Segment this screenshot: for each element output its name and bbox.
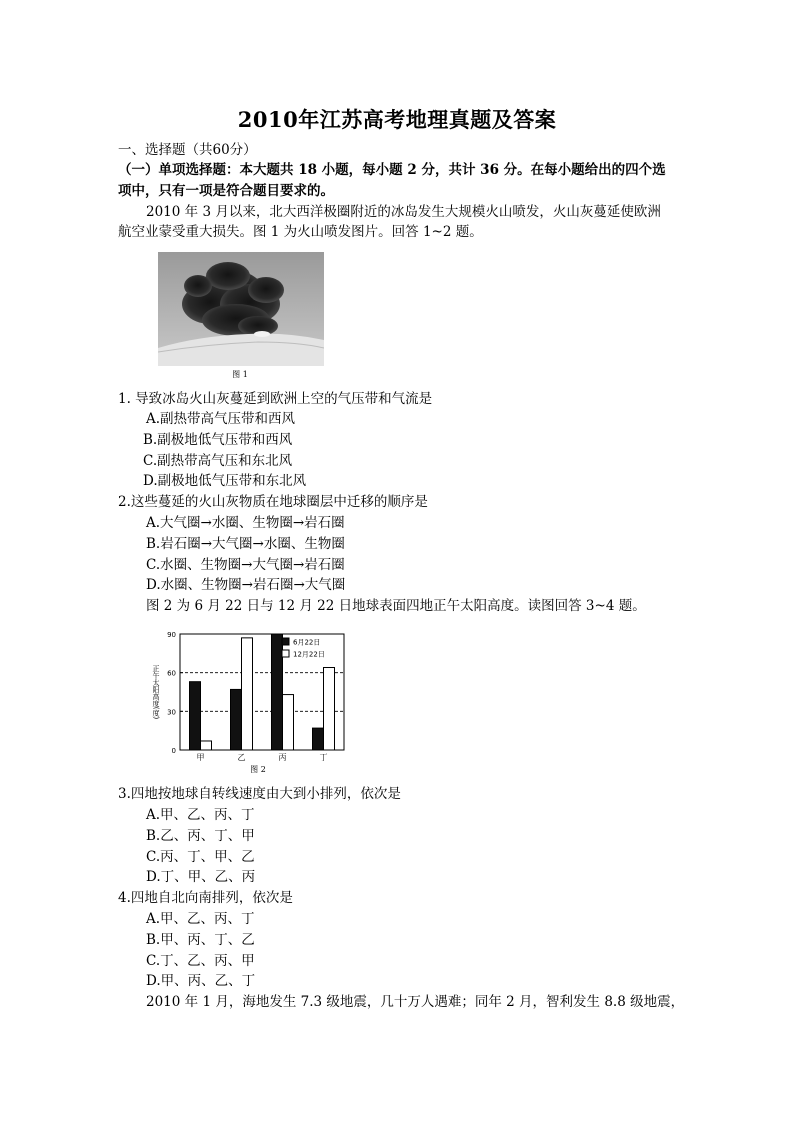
chart-svg — [148, 626, 348, 774]
solar-altitude-chart — [148, 626, 348, 774]
legend-label: 12月22日 — [293, 650, 325, 659]
bar-dec22 — [201, 741, 212, 750]
legend-label: 6月22日 — [293, 638, 321, 647]
x-category-label: 丁 — [319, 753, 328, 762]
page-title: 2010年江苏高考地理真题及答案 — [237, 107, 557, 132]
question-2-stem: 2.这些蔓延的火山灰物质在地球圈层中迁移的顺序是 — [118, 494, 428, 510]
question-4-stem: 4.四地自北向南排列，依次是 — [118, 890, 293, 906]
question-1-stem: 1. 导致冰岛火山灰蔓延到欧洲上空的气压带和气流是 — [118, 391, 433, 407]
section-heading: 一、选择题（共60分） — [118, 142, 257, 158]
bar-jun22 — [231, 689, 242, 750]
question-4-option-c: C.丁、乙、丙、甲 — [146, 953, 255, 969]
bar-jun22 — [190, 682, 201, 750]
y-tick-label: 30 — [167, 708, 176, 717]
question-4-option-a: A.甲、乙、丙、丁 — [146, 911, 255, 927]
legend-swatch — [282, 638, 289, 645]
y-tick-label: 90 — [167, 631, 176, 639]
figure-1-caption: 图 1 — [232, 370, 248, 379]
y-tick-label: 0 — [171, 747, 176, 755]
question-4-option-b: B.甲、丙、丁、乙 — [146, 932, 255, 948]
figure-2-caption: 图 2 — [250, 765, 266, 774]
passage-1-line-2: 航空业蒙受重大损失。图 1 为火山喷发图片。回答 1~2 题。 — [118, 224, 483, 240]
question-3-option-a: A.甲、乙、丙、丁 — [146, 807, 255, 823]
question-3-stem: 3.四地按地球自转线速度由大到小排列，依次是 — [118, 786, 401, 802]
instructions-line-2: 项中，只有一项是符合题目要求的。 — [118, 183, 334, 199]
x-category-label: 乙 — [237, 753, 246, 762]
bar-dec22 — [283, 695, 294, 750]
bar-jun22 — [272, 634, 283, 750]
bar-dec22 — [324, 668, 335, 750]
question-2-option-d: D.水圈、生物圈→岩石圈→大气圈 — [146, 577, 346, 593]
bar-dec22 — [242, 638, 253, 750]
question-2-option-c: C.水圈、生物圈→大气圈→岩石圈 — [146, 557, 345, 573]
passage-2: 图 2 为 6 月 22 日与 12 月 22 日地球表面四地正午太阳高度。读图回答 3~4 题。 — [146, 598, 646, 614]
passage-3: 2010 年 1 月，海地发生 7.3 级地震，几十万人遇难；同年 2 月，智利发生 8.8 级地震， — [146, 994, 685, 1010]
volcano-photo-graphic — [158, 252, 324, 366]
instructions-line-1: （一）单项选择题：本大题共 18 小题，每小题 2 分，共计 36 分。在每小题给出的四个选 — [118, 162, 666, 178]
bar-jun22 — [313, 728, 324, 750]
question-1-option-b: B.副极地低气压带和西风 — [143, 432, 293, 448]
question-1-option-a: A.副热带高气压带和西风 — [146, 411, 296, 427]
question-4-option-d: D.甲、丙、乙、丁 — [146, 973, 256, 989]
question-1-option-c: C.副热带高气压和东北风 — [143, 453, 293, 469]
x-category-label: 丙 — [278, 753, 287, 762]
legend-swatch — [282, 650, 289, 657]
x-category-label: 甲 — [196, 753, 205, 762]
question-3-option-c: C.丙、丁、甲、乙 — [146, 849, 255, 865]
question-3-option-b: B.乙、丙、丁、甲 — [146, 828, 255, 844]
question-2-option-a: A.大气圈→水圈、生物圈→岩石圈 — [146, 515, 345, 531]
passage-1-line-1: 2010 年 3 月以来，北大西洋极圈附近的冰岛发生大规模火山喷发，火山灰蔓延使欧洲 — [146, 204, 661, 220]
question-2-option-b: B.岩石圈→大气圈→水圈、生物圈 — [146, 536, 345, 552]
y-tick-label: 60 — [167, 669, 176, 678]
question-1-option-d: D.副极地低气压带和东北风 — [143, 473, 307, 489]
volcano-eruption-photo — [158, 252, 324, 366]
y-axis-label: 正午太阳高度(度) — [152, 664, 160, 720]
question-3-option-d: D.丁、甲、乙、丙 — [146, 869, 256, 885]
